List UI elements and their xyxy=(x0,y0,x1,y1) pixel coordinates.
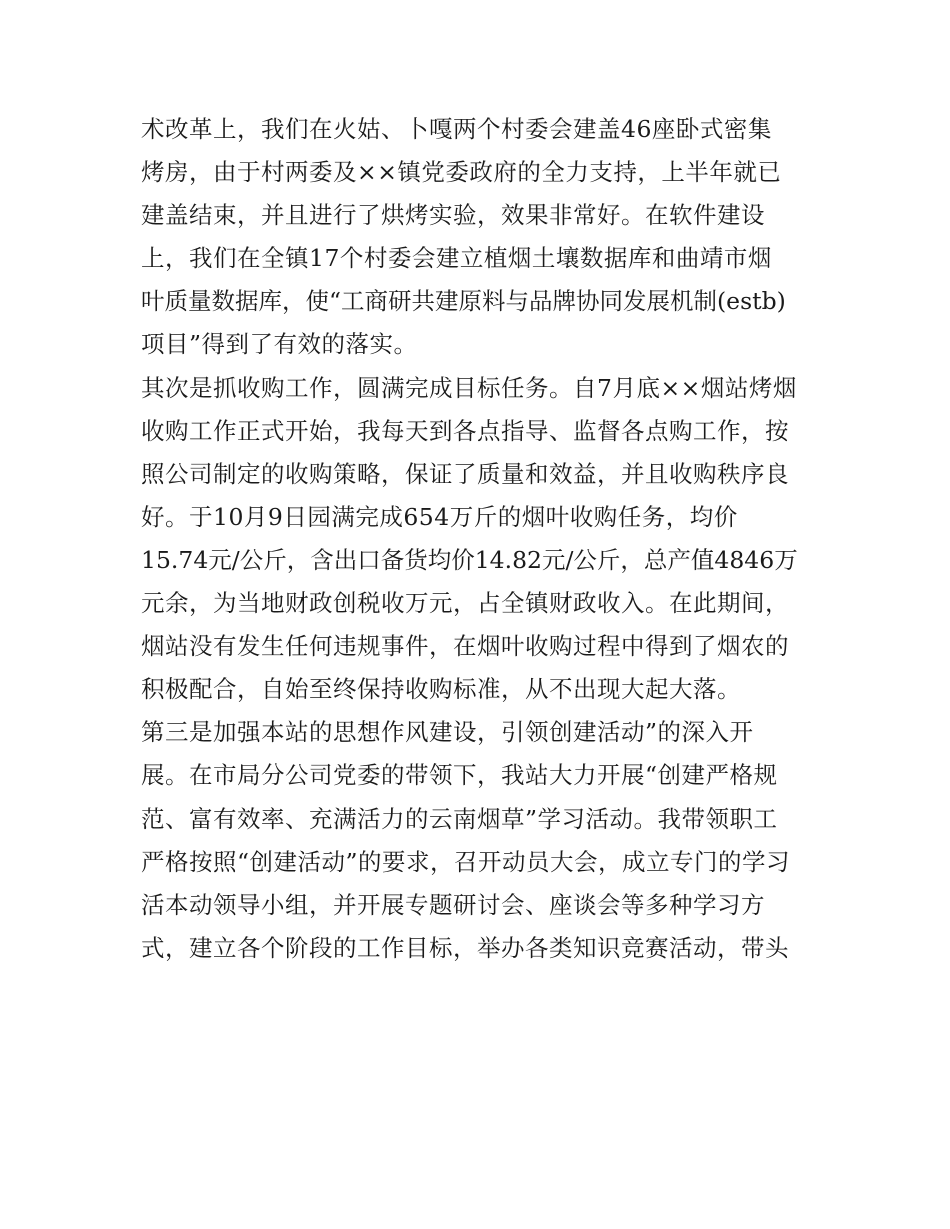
text-line: 好。于10月9日园满完成654万斤的烟叶收购任务，均价 xyxy=(141,502,738,531)
text-line: 照公司制定的收购策略，保证了质量和效益，并且收购秩序良 xyxy=(141,459,789,488)
text-line: 项目”得到了有效的落实。 xyxy=(141,330,418,359)
text-line: 范、富有效率、充满活力的云南烟草”学习活动。我带领职工 xyxy=(141,804,778,833)
text-line: 其次是抓收购工作，圆满完成目标任务。自7月底××烟站烤烟 xyxy=(141,373,797,402)
text-line: 叶质量数据库，使“工商研共建原料与品牌协同发展机制(estb) xyxy=(141,287,786,316)
body-text xyxy=(141,108,821,970)
text-line: 元余，为当地财政创税收万元，占全镇财政收入。在此期间， xyxy=(141,589,789,618)
text-line: 展。在市局分公司党委的带领下，我站大力开展“创建严格规 xyxy=(141,761,778,790)
text-line: 上，我们在全镇17个村委会建立植烟土壤数据库和曲靖市烟 xyxy=(141,244,772,273)
text-line: 式，建立各个阶段的工作目标，举办各类知识竞赛活动，带头 xyxy=(141,933,789,962)
text-line: 烤房，由于村两委及××镇党委政府的全力支持，上半年就已 xyxy=(141,158,782,187)
text-line: 第三是加强本站的思想作风建设，引领创建活动”的深入开 xyxy=(141,718,754,747)
text-line: 严格按照“创建活动”的要求，召开动员大会，成立专门的学习 xyxy=(141,847,791,876)
text-line: 收购工作正式开始，我每天到各点指导、监督各点购工作，按 xyxy=(141,416,789,445)
text-line: 活本动领导小组，并开展专题研讨会、座谈会等多种学习方 xyxy=(141,890,765,919)
text-line: 术改革上，我们在火姑、卜嘎两个村委会建盖46座卧式密集 xyxy=(141,115,772,143)
text-line: 15.74元/公斤，含出口备货均价14.82元/公斤，总产值4846万 xyxy=(141,545,798,574)
text-line: 建盖结束，并且进行了烘烤实验，效果非常好。在软件建设 xyxy=(141,201,765,230)
text-line: 积极配合，自始至终保持收购标准，从不出现大起大落。 xyxy=(141,675,741,704)
text-line: 烟站没有发生任何违规事件，在烟叶收购过程中得到了烟农的 xyxy=(141,632,789,661)
